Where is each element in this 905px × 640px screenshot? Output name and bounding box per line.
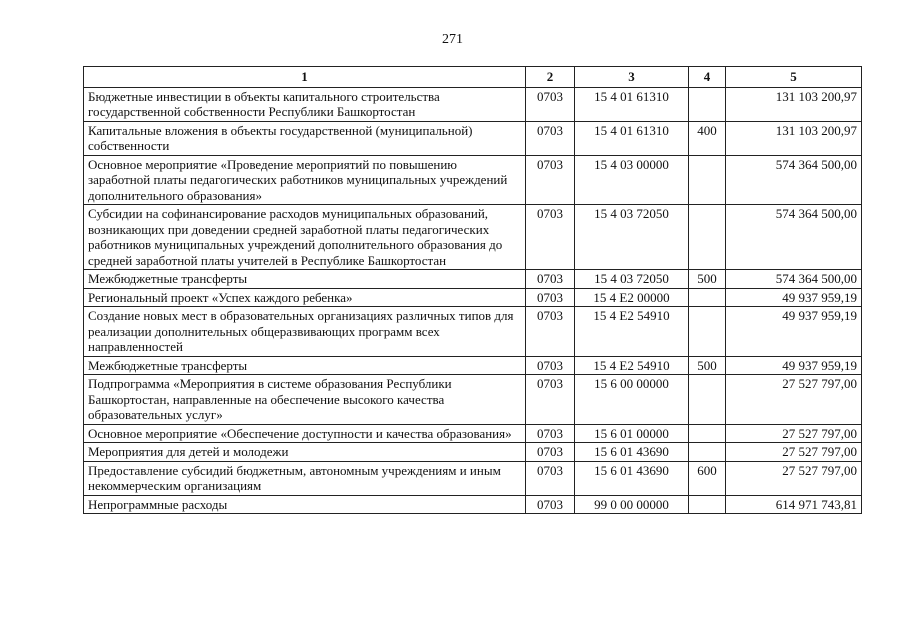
header-cell: 3 xyxy=(575,67,689,88)
item-name-cell: Межбюджетные трансферты xyxy=(84,356,526,375)
table-row xyxy=(84,424,862,443)
item-name-cell: Основное мероприятие «Обеспечение доступности и качества образования» xyxy=(84,424,526,443)
table-row xyxy=(84,288,862,307)
expense-type-cell xyxy=(689,205,726,270)
target-code-cell: 15 6 01 43690 xyxy=(575,461,689,495)
table-row xyxy=(84,307,862,357)
amount-cell: 574 364 500,00 xyxy=(726,155,862,205)
table-row xyxy=(84,205,862,270)
target-code-cell: 15 4 01 61310 xyxy=(575,121,689,155)
target-code-cell: 15 6 01 00000 xyxy=(575,424,689,443)
expense-type-cell: 500 xyxy=(689,356,726,375)
budget-table xyxy=(83,66,862,514)
expense-type-cell xyxy=(689,443,726,462)
item-name-cell: Региональный проект «Успех каждого ребенка» xyxy=(84,288,526,307)
expense-type-cell xyxy=(689,495,726,514)
section-code-cell: 0703 xyxy=(526,288,575,307)
header-cell: 2 xyxy=(526,67,575,88)
table-row xyxy=(84,121,862,155)
section-code-cell: 0703 xyxy=(526,356,575,375)
expense-type-cell: 400 xyxy=(689,121,726,155)
table-row xyxy=(84,461,862,495)
target-code-cell: 15 4 03 00000 xyxy=(575,155,689,205)
item-name-cell: Капитальные вложения в объекты государственной (муниципальной) собственности xyxy=(84,121,526,155)
target-code-cell: 15 4 E2 00000 xyxy=(575,288,689,307)
section-code-cell: 0703 xyxy=(526,461,575,495)
section-code-cell: 0703 xyxy=(526,424,575,443)
section-code-cell: 0703 xyxy=(526,205,575,270)
target-code-cell: 15 6 00 00000 xyxy=(575,375,689,425)
amount-cell: 27 527 797,00 xyxy=(726,443,862,462)
amount-cell: 614 971 743,81 xyxy=(726,495,862,514)
item-name-cell: Подпрограмма «Мероприятия в системе образования Республики Башкортостан, направленные на обеспечение высокого качества образовательных услуг» xyxy=(84,375,526,425)
expense-type-cell xyxy=(689,424,726,443)
amount-cell: 49 937 959,19 xyxy=(726,356,862,375)
table-row xyxy=(84,443,862,462)
item-name-cell: Предоставление субсидий бюджетным, автономным учреждениям и иным некоммерческим организациям xyxy=(84,461,526,495)
target-code-cell: 15 6 01 43690 xyxy=(575,443,689,462)
target-code-cell: 15 4 E2 54910 xyxy=(575,356,689,375)
section-code-cell: 0703 xyxy=(526,495,575,514)
amount-cell: 131 103 200,97 xyxy=(726,121,862,155)
amount-cell: 574 364 500,00 xyxy=(726,205,862,270)
target-code-cell: 15 4 E2 54910 xyxy=(575,307,689,357)
target-code-cell: 15 4 01 61310 xyxy=(575,87,689,121)
header-cell: 5 xyxy=(726,67,862,88)
section-code-cell: 0703 xyxy=(526,155,575,205)
item-name-cell: Субсидии на софинансирование расходов муниципальных образований, возникающих при доведении средней заработной платы педагогических работников муниципальных учреждений дополнительного образования до средней заработной платы учителей в Республике Башкортостан xyxy=(84,205,526,270)
table-row xyxy=(84,87,862,121)
expense-type-cell xyxy=(689,87,726,121)
table-row xyxy=(84,155,862,205)
amount-cell: 27 527 797,00 xyxy=(726,461,862,495)
expense-type-cell xyxy=(689,155,726,205)
section-code-cell: 0703 xyxy=(526,87,575,121)
section-code-cell: 0703 xyxy=(526,270,575,289)
item-name-cell: Основное мероприятие «Проведение мероприятий по повышению заработной платы педагогических работников муниципальных учреждений дополнительного образования» xyxy=(84,155,526,205)
expense-type-cell: 600 xyxy=(689,461,726,495)
expense-type-cell: 500 xyxy=(689,270,726,289)
section-code-cell: 0703 xyxy=(526,375,575,425)
amount-cell: 574 364 500,00 xyxy=(726,270,862,289)
section-code-cell: 0703 xyxy=(526,307,575,357)
amount-cell: 27 527 797,00 xyxy=(726,375,862,425)
amount-cell: 27 527 797,00 xyxy=(726,424,862,443)
item-name-cell: Межбюджетные трансферты xyxy=(84,270,526,289)
item-name-cell: Непрограммные расходы xyxy=(84,495,526,514)
table-row xyxy=(84,356,862,375)
table-body xyxy=(84,87,862,514)
table-row xyxy=(84,270,862,289)
expense-type-cell xyxy=(689,375,726,425)
section-code-cell: 0703 xyxy=(526,121,575,155)
expense-type-cell xyxy=(689,288,726,307)
item-name-cell: Мероприятия для детей и молодежи xyxy=(84,443,526,462)
amount-cell: 49 937 959,19 xyxy=(726,307,862,357)
table-header-row xyxy=(84,67,862,88)
section-code-cell: 0703 xyxy=(526,443,575,462)
target-code-cell: 99 0 00 00000 xyxy=(575,495,689,514)
header-cell: 4 xyxy=(689,67,726,88)
target-code-cell: 15 4 03 72050 xyxy=(575,205,689,270)
page-number: 271 xyxy=(442,32,463,47)
item-name-cell: Создание новых мест в образовательных организациях различных типов для реализации дополнительных общеразвивающих программ всех направленностей xyxy=(84,307,526,357)
header-cell: 1 xyxy=(84,67,526,88)
amount-cell: 131 103 200,97 xyxy=(726,87,862,121)
table-row xyxy=(84,495,862,514)
amount-cell: 49 937 959,19 xyxy=(726,288,862,307)
target-code-cell: 15 4 03 72050 xyxy=(575,270,689,289)
item-name-cell: Бюджетные инвестиции в объекты капитального строительства государственной собственности Республики Башкортостан xyxy=(84,87,526,121)
table-row xyxy=(84,375,862,425)
expense-type-cell xyxy=(689,307,726,357)
